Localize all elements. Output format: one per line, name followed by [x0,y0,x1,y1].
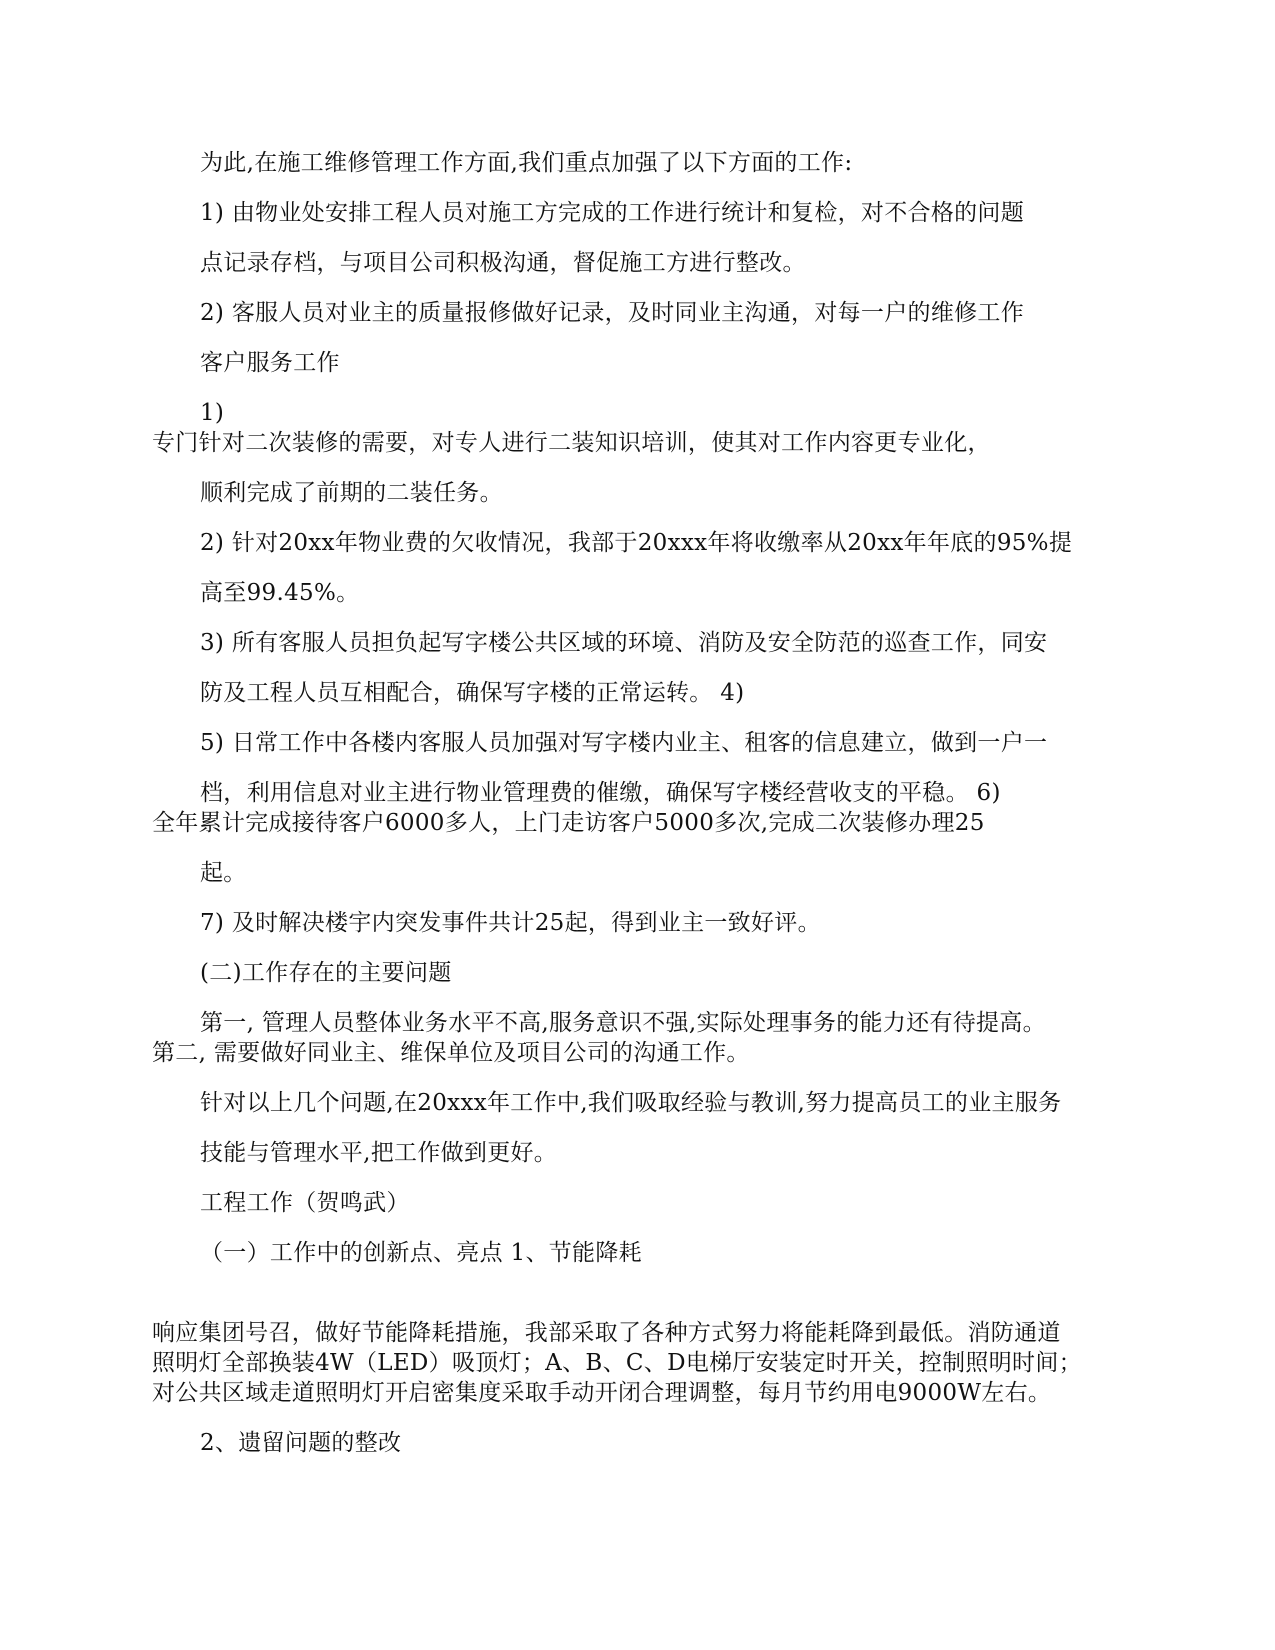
text-line: 客户服务工作 [200,350,340,376]
text-line: 为此,在施工维修管理工作方面,我们重点加强了以下方面的工作: [200,150,853,176]
text-line: 3) 所有客服人员担负起写字楼公共区域的环境、消防及安全防范的巡查工作，同安 [200,630,1048,656]
text-line: 2) 客服人员对业主的质量报修做好记录，及时同业主沟通，对每一户的维修工作 [200,300,1025,326]
text-line: 起。 [200,860,247,886]
section-heading: 2、遗留问题的整改 [200,1430,402,1456]
section-heading: 工程工作（贺鸣武） [200,1190,410,1216]
text-line: 1) 由物业处安排工程人员对施工方完成的工作进行统计和复检，对不合格的问题 [200,200,1025,226]
text-line: 照明灯全部换装4W（LED）吸顶灯；A、B、C、D电梯厅安装定时开关，控制照明时间； [152,1350,1082,1376]
text-line: 档，利用信息对业主进行物业管理费的催缴，确保写字楼经营收支的平稳。 6) [200,780,1001,806]
text-line: 防及工程人员互相配合，确保写字楼的正常运转。 4) [200,680,745,706]
text-line: 针对以上几个问题,在20xxx年工作中,我们吸取经验与教训,努力提高员工的业主服务 [200,1090,1062,1116]
text-line: 专门针对二次装修的需要，对专人进行二装知识培训，使其对工作内容更专业化， [152,430,991,456]
text-line: 第一, 管理人员整体业务水平不高,服务意识不强,实际处理事务的能力还有待提高。 [200,1010,1046,1036]
text-line: 高至99.45%。 [200,580,360,606]
text-line: 顺利完成了前期的二装任务。 [200,480,503,506]
text-line: 2) 针对20xx年物业费的欠收情况，我部于20xxx年将收缴率从20xx年年底的95%提 [200,530,1073,556]
text-line: 1) [200,400,225,426]
text-line: 点记录存档，与项目公司积极沟通，督促施工方进行整改。 [200,250,806,276]
section-heading: （一）工作中的创新点、亮点 1、节能降耗 [200,1240,642,1266]
text-line: 第二, 需要做好同业主、维保单位及项目公司的沟通工作。 [152,1040,750,1066]
section-heading: (二)工作存在的主要问题 [200,960,452,986]
text-line: 7) 及时解决楼宇内突发事件共计25起，得到业主一致好评。 [200,910,821,936]
text-line: 全年累计完成接待客户6000多人，上门走访客户5000多次,完成二次装修办理25 [152,810,985,836]
text-line: 5) 日常工作中各楼内客服人员加强对写字楼内业主、租客的信息建立，做到一户一 [200,730,1048,756]
text-line: 技能与管理水平,把工作做到更好。 [200,1140,558,1166]
text-line: 响应集团号召，做好节能降耗措施，我部采取了各种方式努力将能耗降到最低。消防通道 [152,1320,1061,1346]
text-line: 对公共区域走道照明灯开启密集度采取手动开闭合理调整，每月节约用电9000W左右。 [152,1380,1052,1406]
